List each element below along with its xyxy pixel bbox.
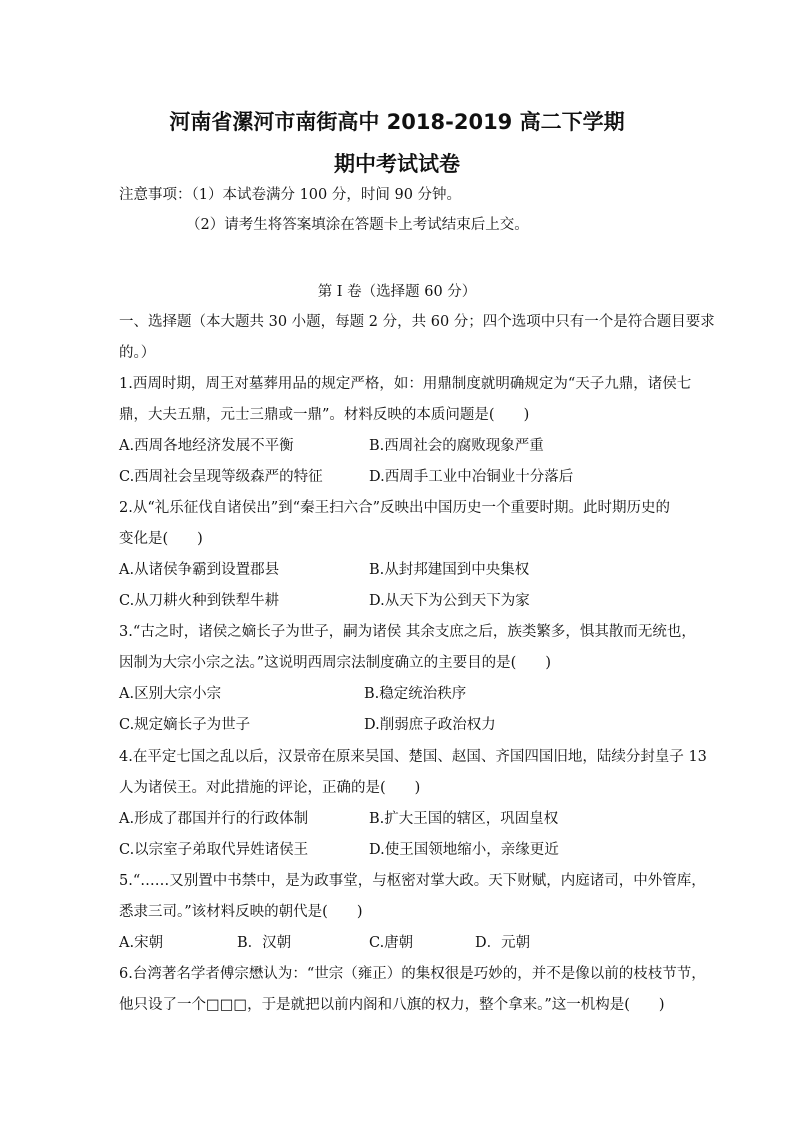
question-stem-cont: 鼎，大夫五鼎，元士三鼎或一鼎”。材料反映的本质问题是( ) (119, 407, 530, 423)
question-stem: 3.“古之时，诸侯之嫡长子为世子，嗣为诸侯 其余支庶之后，族类繁多，惧其散而无统也， (119, 624, 696, 640)
question-stem-cont: 他只设了一个□□□，于是就把以前内阁和八旗的权力，整个拿来。”这一机构是( ) (119, 997, 665, 1013)
option-d: D.西周手工业中冶铜业十分落后 (369, 469, 574, 485)
exam-title: 河南省漯河市南街高中 2018-2019 高二下学期 (169, 110, 625, 134)
question-stem-cont: 因制为大宗小宗之法。”这说明西周宗法制度确立的主要目的是( ) (119, 655, 551, 671)
notes-item-2: （2）请考生将答案填涂在答题卡上考试结束后上交。 (186, 217, 529, 233)
option-b: B.从封邦建国到中央集权 (369, 562, 530, 578)
option-d: D.从天下为公到天下为家 (369, 593, 530, 609)
question-stem: 6.台湾著名学者傅宗懋认为：“世宗（雍正）的集权很是巧妙的，并不是像以前的枝枝节节， (119, 966, 706, 982)
notes-line-1 (119, 185, 461, 205)
exam-subtitle: 期中考试试卷 (334, 152, 460, 176)
option-a: A.西周各地经济发展不平衡 (119, 438, 294, 454)
section-instruction-cont: 的。） (119, 345, 156, 361)
section-heading: 第 I 卷（选择题 60 分） (317, 284, 477, 300)
option-b: B.扩大王国的辖区，巩固皇权 (369, 811, 559, 827)
option-c: C.唐朝 (369, 935, 414, 951)
option-b: B．汉朝 (237, 935, 292, 951)
option-b: B.西周社会的腐败现象严重 (369, 438, 544, 454)
question-stem: 1.西周时期，周王对墓葬用品的规定严格，如：用鼎制度就明确规定为“天子九鼎，诸侯七 (119, 376, 692, 392)
option-a: A.宋朝 (119, 935, 164, 951)
option-a: A.形成了郡国并行的行政体制 (119, 811, 309, 827)
question-stem: 5.“……又别置中书禁中，是为政事堂，与枢密对掌大政。天下财赋，内庭诸司，中外管库， (119, 873, 706, 889)
question-stem: 4.在平定七国之乱以后，汉景帝在原来吴国、楚国、赵国、齐国四国旧地，陆续分封皇子 13 (119, 749, 707, 765)
option-c: C.以宗室子弟取代异姓诸侯王 (119, 842, 309, 858)
question-stem-cont: 变化是( ) (119, 531, 203, 547)
option-a: A.区别大宗小宗 (119, 686, 222, 702)
option-a: A.从诸侯争霸到设置郡县 (119, 562, 280, 578)
option-b: B.稳定统治秩序 (364, 686, 467, 702)
option-d: D.削弱庶子政治权力 (364, 717, 496, 733)
question-stem-cont: 人为诸侯王。对此措施的评论，正确的是( ) (119, 780, 421, 796)
notes-item-1: （1）本试卷满分 100 分，时间 90 分钟。 (191, 187, 462, 203)
question-stem: 2.从“礼乐征伐自诸侯出”到“秦王扫六合”反映出中国历史一个重要时期。此时期历史的 (119, 500, 670, 516)
option-d: D．元朝 (475, 935, 531, 951)
option-c: C.从刀耕火种到铁犁牛耕 (119, 593, 280, 609)
notes-label: 注意事项： (119, 187, 192, 203)
question-stem-cont: 悉隶三司。”该材料反映的朝代是( ) (119, 904, 363, 920)
option-d: D.使王国领地缩小，亲缘更近 (369, 842, 559, 858)
option-c: C.西周社会呈现等级森严的特征 (119, 469, 323, 485)
section-instruction: 一、选择题（本大题共 30 小题，每题 2 分，共 60 分；四个选项中只有一个是符合题目要求 (119, 314, 715, 330)
option-c: C.规定嫡长子为世子 (119, 717, 251, 733)
